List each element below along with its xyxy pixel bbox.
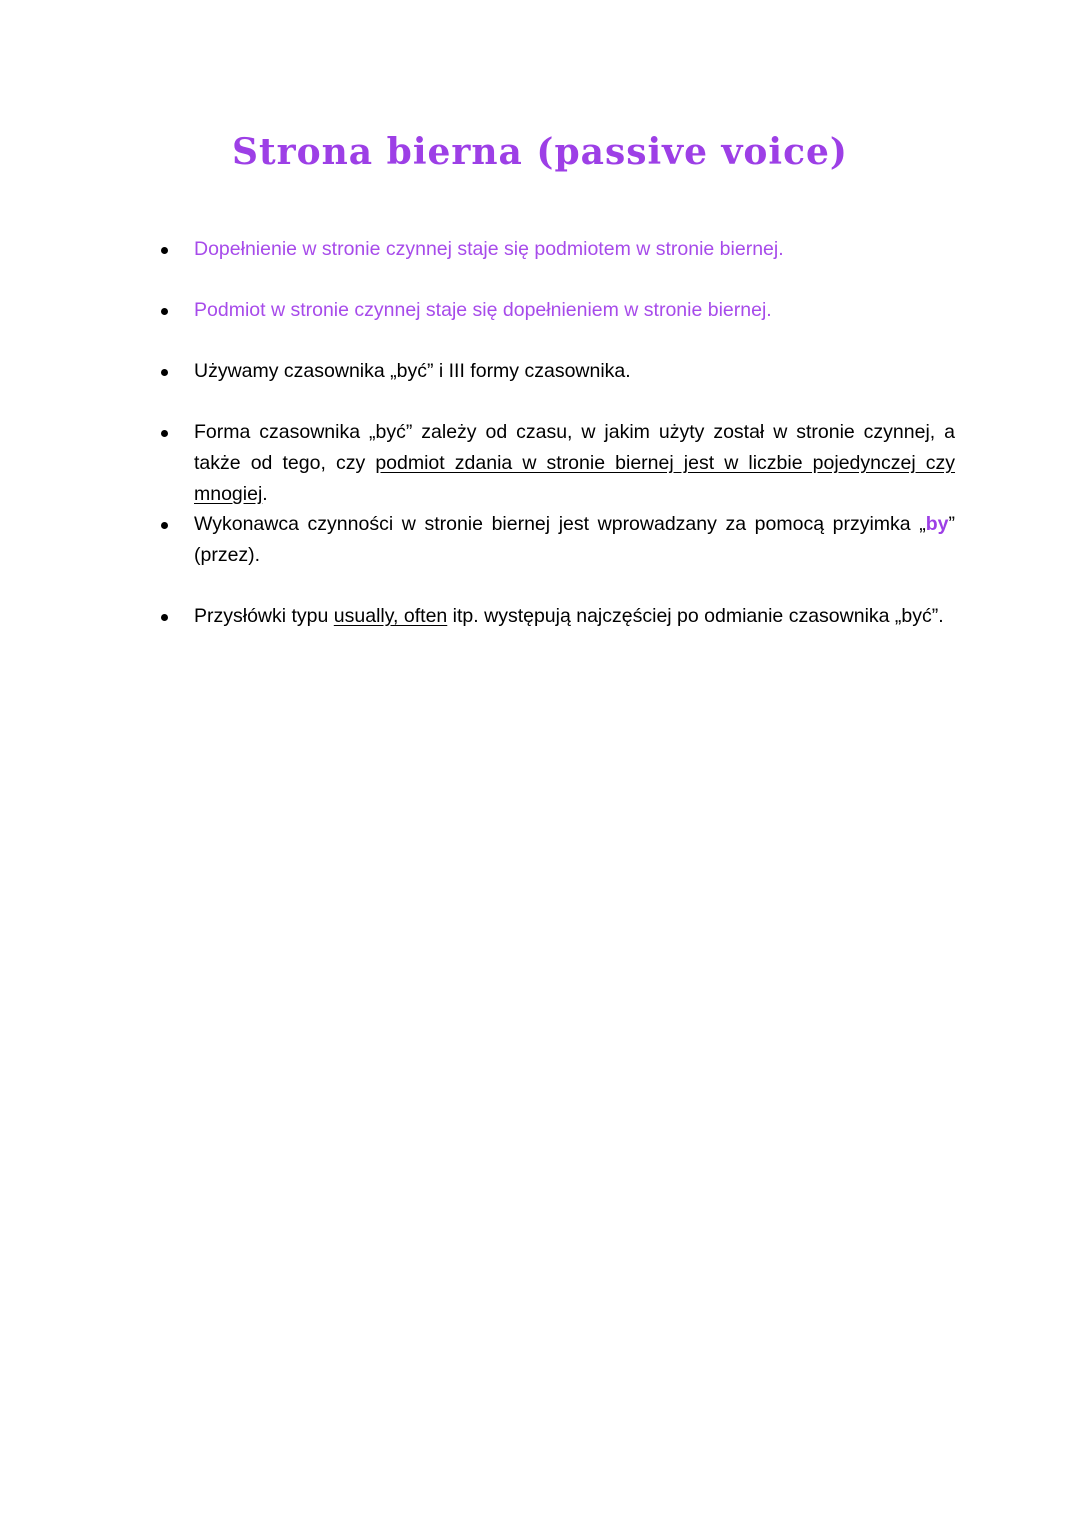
bullet-text: Podmiot w stronie czynnej staje się dopełnieniem w stronie biernej. [194, 299, 772, 321]
bullet-icon [161, 247, 168, 254]
page-title: Strona bierna (passive voice) [232, 131, 848, 173]
list-item [155, 356, 955, 387]
bullet-text: Dopełnienie w stronie czynnej staje się podmiotem w stronie biernej. [194, 238, 784, 260]
bullet-text-part: Przysłówki typu [194, 605, 334, 627]
bullet-text [194, 509, 955, 571]
list-item [155, 234, 955, 265]
bullet-text-part: Forma czasownika „być” zależy od czasu, w jakim użyty został w stronie czynnej, a także od tego, czy [194, 421, 955, 474]
bullet-icon [161, 430, 168, 437]
bullet-text-part: itp. występują najczęściej po odmianie czasownika „być”. [447, 605, 944, 627]
list-item [155, 601, 955, 632]
underlined-phrase: usually, often [333, 605, 448, 627]
bullet-text-part: Wykonawca czynności w stronie biernej jest wprowadzany za pomocą przyimka „ [194, 513, 926, 535]
bullet-text [194, 601, 955, 632]
list-item [155, 295, 955, 326]
bullet-icon [161, 308, 168, 315]
bullet-text-part: ” (przez). [194, 513, 955, 566]
list-item [155, 417, 955, 510]
bullet-text: Używamy czasownika „być” i III formy czasownika. [194, 360, 631, 382]
highlight-by: by [925, 513, 949, 535]
bullet-icon [161, 614, 168, 621]
bullet-icon [161, 369, 168, 376]
list-item [155, 509, 955, 571]
bullet-text-part: . [262, 483, 268, 505]
bullet-text [194, 417, 955, 510]
bullet-icon [161, 522, 168, 529]
underlined-phrase: podmiot zdania w stronie biernej jest w liczbie pojedynczej czy mnogiej [194, 452, 956, 505]
